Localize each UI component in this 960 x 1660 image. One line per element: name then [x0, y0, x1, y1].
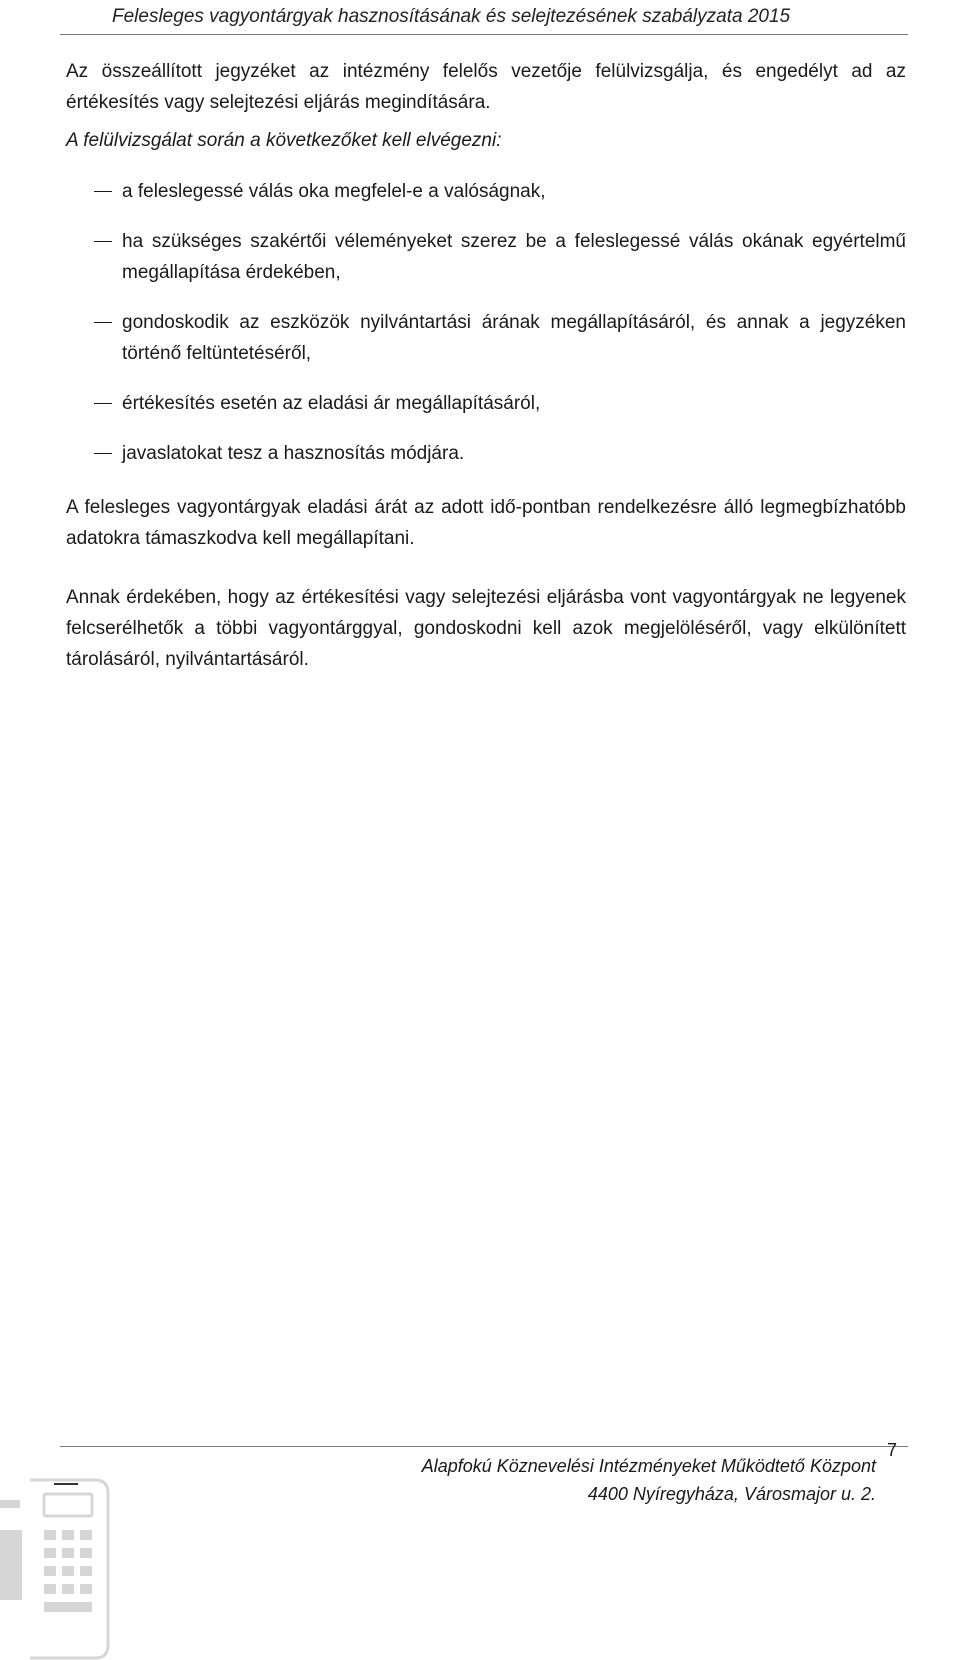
document-body — [66, 56, 906, 675]
list-item: javaslatokat tesz a hasznosítás módjára. — [66, 438, 906, 469]
calculator-logo-icon — [0, 1460, 120, 1660]
list-item: értékesítés esetén az eladási ár megállapításáról, — [66, 388, 906, 419]
page-number: 7 — [887, 1440, 898, 1460]
review-heading: A felülvizsgálat során a következőket kell elvégezni: — [66, 130, 502, 151]
page-footer — [0, 1430, 960, 1659]
organization-name: Alapfokú Köznevelési Intézményeket Működtető Központ — [421, 1456, 876, 1476]
page-header — [0, 0, 960, 40]
list-item: gondoskodik az eszközök nyilvántartási árának megállapításáról, és annak a jegyzéken történő feltüntetéséről, — [66, 307, 906, 369]
list-item: a feleslegessé válás oka megfelel-e a valóságnak, — [66, 176, 906, 207]
intro-paragraph: Az összeállított jegyzéket az intézmény felelős vezetője felülvizsgálja, és engedélyt ad az értékesítés vagy selejtezési eljárás megindítására. — [66, 61, 906, 113]
header-divider — [60, 34, 908, 35]
price-paragraph: A felesleges vagyontárgyak eladási árát az adott idő-pontban rendelkezésre álló legmegbízhatóbb adatokra támaszkodva kell megállapítani. — [66, 497, 906, 549]
organization-address: 4400 Nyíregyháza, Városmajor u. 2. — [587, 1484, 876, 1504]
list-item: ha szükséges szakértői véleményeket szerez be a feleslegessé válás okának egyértelmű megállapítása érdekében, — [66, 226, 906, 288]
footer-address-block — [422, 1452, 876, 1508]
review-list — [66, 176, 906, 469]
footer-divider — [60, 1446, 908, 1447]
document-title: Felesleges vagyontárgyak hasznosításának és selejtezésének szabályzata 2015 — [112, 6, 791, 27]
marking-paragraph: Annak érdekében, hogy az értékesítési vagy selejtezési eljárásba vont vagyontárgyak ne legyenek felcserélhetők a többi vagyontárggyal, gondoskodni kell azok megjelöléséről, vagy elkülönített tárolásáról, nyilvántartásáról. — [66, 587, 906, 670]
